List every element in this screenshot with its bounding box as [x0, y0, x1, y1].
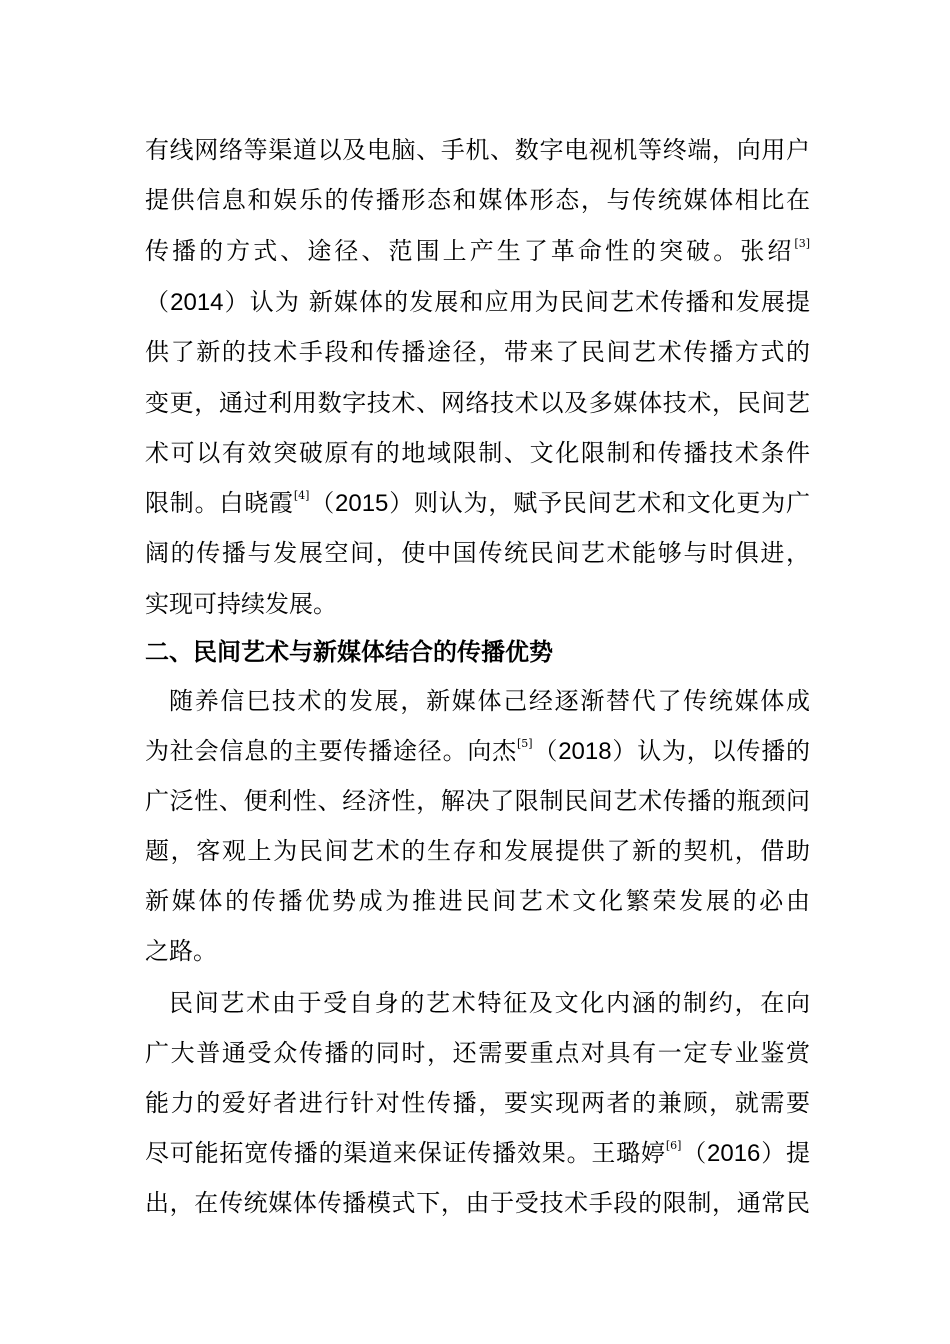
text-segment: 限制。白晓霞 — [145, 489, 294, 517]
text-segment: 认为 新媒体的发展和应用为民间艺术传播和发展提 — [249, 288, 810, 316]
paragraph-line — [145, 488, 810, 519]
citation-ref: [3] — [794, 237, 810, 250]
paragraph-line: 广泛性、便利性、经济性，解决了限制民间艺术传播的瓶颈问 — [145, 787, 810, 815]
paragraph-line: 题，客观上为民间艺术的生存和发展提供了新的契机，借助 — [145, 837, 810, 865]
paragraph-line — [145, 287, 810, 318]
text-segment: 提 — [786, 1139, 810, 1167]
paragraph-line: 术可以有效突破原有的地域限制、文化限制和传播技术条件 — [145, 439, 810, 467]
paragraph-line: 实现可持续发展。 — [145, 590, 337, 618]
paragraph-line — [145, 736, 810, 767]
text-segment: 则认为，赋予民间艺术和文化更为广 — [414, 489, 811, 517]
year-text: （2014） — [145, 289, 250, 316]
paragraph-line: 变更，通过利用数字技术、网络技术以及多媒体技术，民间艺 — [145, 389, 810, 417]
paragraph-line: 有线网络等渠道以及电脑、手机、数字电视机等终端，向用户 — [145, 136, 810, 164]
paragraph-line: 新媒体的传播优势成为推进民间艺术文化繁荣发展的必由 — [145, 887, 810, 915]
paragraph-line: 能力的爱好者进行针对性传播，要实现两者的兼顾，就需要 — [145, 1089, 810, 1117]
paragraph-line — [145, 1138, 810, 1169]
paragraph-line: 之路。 — [145, 937, 217, 965]
text-segment: 传播的方式、途径、范围上产生了革命性的突破。张绍 — [145, 237, 795, 265]
citation-ref: [4] — [293, 489, 310, 502]
year-text: （2016） — [681, 1140, 786, 1167]
citation-ref: [6] — [665, 1139, 682, 1152]
paragraph-line: 出，在传统媒体传播模式下，由于受技术手段的限制，通常民 — [145, 1189, 810, 1217]
text-segment: 认为，以传播的 — [637, 737, 811, 765]
paragraph-line — [145, 236, 810, 266]
citation-ref: [5] — [517, 737, 533, 750]
text-segment: 为社会信息的主要传播途径。向杰 — [145, 737, 518, 765]
paragraph-line: 供了新的技术手段和传播途径，带来了民间艺术传播方式的 — [145, 338, 810, 366]
paragraph-line: 提供信息和娱乐的传播形态和媒体形态，与传统媒体相比在 — [145, 186, 810, 214]
year-text: （2015） — [309, 490, 414, 517]
paragraph-line: 广大普通受众传播的同时，还需要重点对具有一定专业鉴赏 — [145, 1039, 810, 1067]
section-heading: 二、民间艺术与新媒体结合的传播优势 — [145, 637, 553, 666]
paragraph-line: 阔的传播与发展空间，使中国传统民间艺术能够与时俱进， — [145, 539, 810, 567]
year-text: （2018） — [532, 738, 638, 765]
paragraph-line: 民间艺术由于受自身的艺术特征及文化内涵的制约，在向 — [169, 989, 810, 1017]
text-segment: 尽可能拓宽传播的渠道来保证传播效果。王璐婷 — [145, 1139, 666, 1167]
paragraph-line: 随养信巳技术的发展，新媒体己经逐渐替代了传统媒体成 — [169, 687, 810, 715]
